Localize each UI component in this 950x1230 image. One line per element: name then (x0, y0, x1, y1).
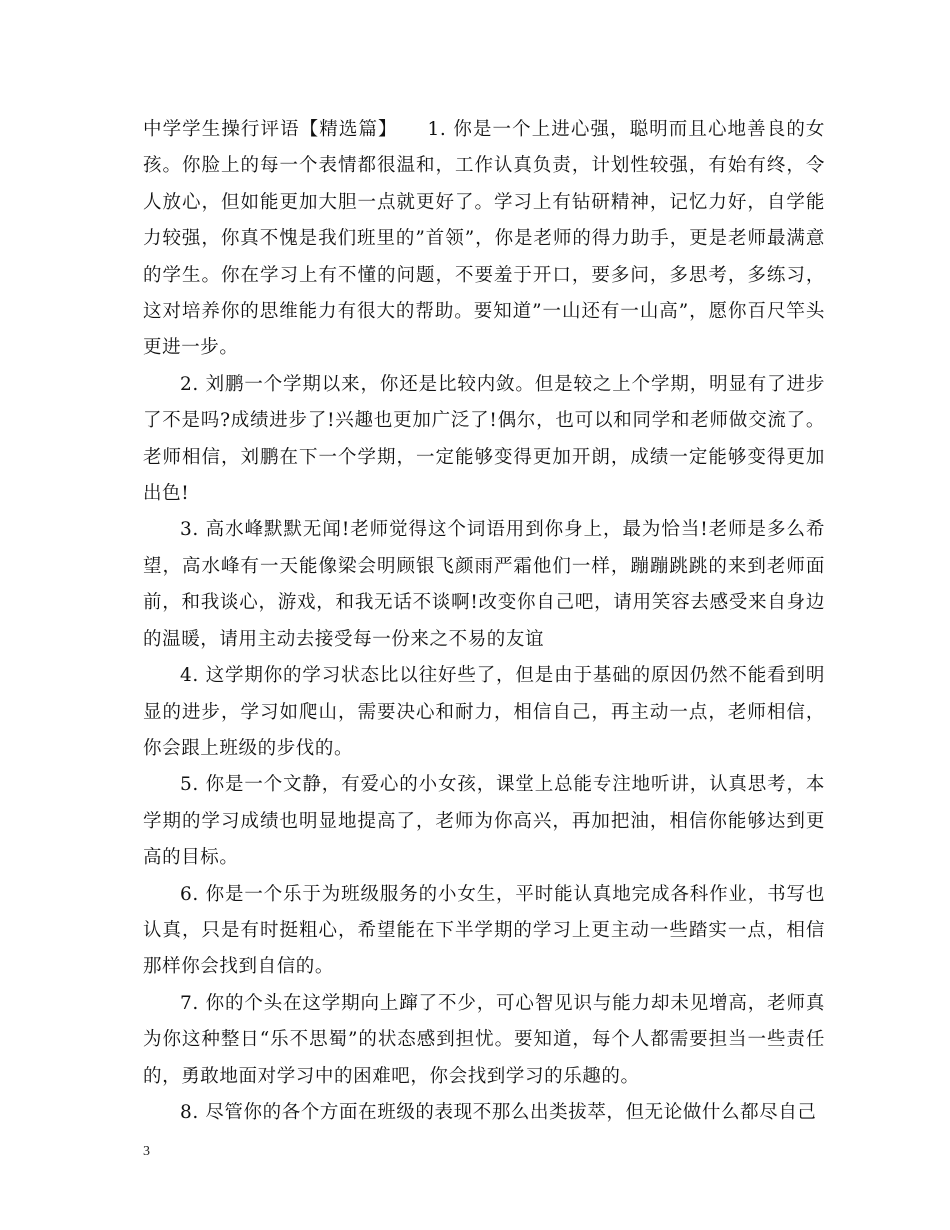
comment-paragraph-4: 4. 这学期你的学习状态比以往好些了，但是由于基础的原因仍然不能看到明显的进步，学习如爬山，需要决心和耐力，相信自己，再主动一点，老师相信，你会跟上班级的步伐的。 (143, 665, 825, 759)
comment-paragraph-3: 3. 高水峰默默无闻!老师觉得这个词语用到你身上，最为恰当!老师是多么希望，高水峰有一天能像梁会明顾银飞颜雨严霜他们一样，蹦蹦跳跳的来到老师面前，和我谈心，游戏，和我无话不谈啊!改变你自己吧，请用笑容去感受来自身边的温暖，请用主动去接受每一份来之不易的友谊 (143, 519, 825, 650)
comment-paragraph-2: 2. 刘鹏一个学期以来，你还是比较内敛。但是较之上个学期，明显有了进步了不是吗?成绩进步了!兴趣也更加广泛了!偶尔，也可以和同学和老师做交流了。老师相信，刘鹏在下一个学期，一定能够变得更加开朗，成绩一定能够变得更加出色! (143, 373, 825, 505)
page-number: 3 (143, 1144, 150, 1159)
comment-paragraph-5: 5. 你是一个文静，有爱心的小女孩，课堂上总能专注地听讲，认真思考，本学期的学习成绩也明显地提高了，老师为你高兴，再加把油，相信你能够达到更高的目标。 (143, 774, 825, 869)
comment-paragraph-7: 7. 你的个头在这学期向上蹿了不少，可心智见识与能力却未见增高，老师真为你这种整日“乐不思蜀”的状态感到担忧。要知道，每个人都需要担当一些责任的，勇敢地面对学习中的困难吧，你会找到学习的乐趣的。 (143, 992, 825, 1087)
intro-paragraph: 中学学生操行评语【精选篇】 1. 你是一个上进心强，聪明而且心地善良的女孩。你脸上的每一个表情都很温和，工作认真负责，计划性较强，有始有终，令人放心，但如能更加大胆一点就更好了。学习上有钻研精神，记忆力好，自学能力较强，你真不愧是我们班里的”首领”，你是老师的得力助手，更是老师最满意的学生。你在学习上有不懂的问题，不要羞于开口，要多问，多思考，多练习，这对培养你的思维能力有很大的帮助。要知道”一山还有一山高”，愿你百尺竿头更进一步。 (143, 119, 825, 359)
document-body (143, 112, 825, 1131)
comment-paragraph-8: 8. 尽管你的各个方面在班级的表现不那么出类拔萃，但无论做什么都尽自己 (180, 1101, 817, 1123)
comment-paragraph-6: 6. 你是一个乐于为班级服务的小女生，平时能认真地完成各科作业，书写也认真，只是有时挺粗心，希望能在下半学期的学习上更主动一些踏实一点，相信那样你会找到自信的。 (143, 883, 825, 978)
